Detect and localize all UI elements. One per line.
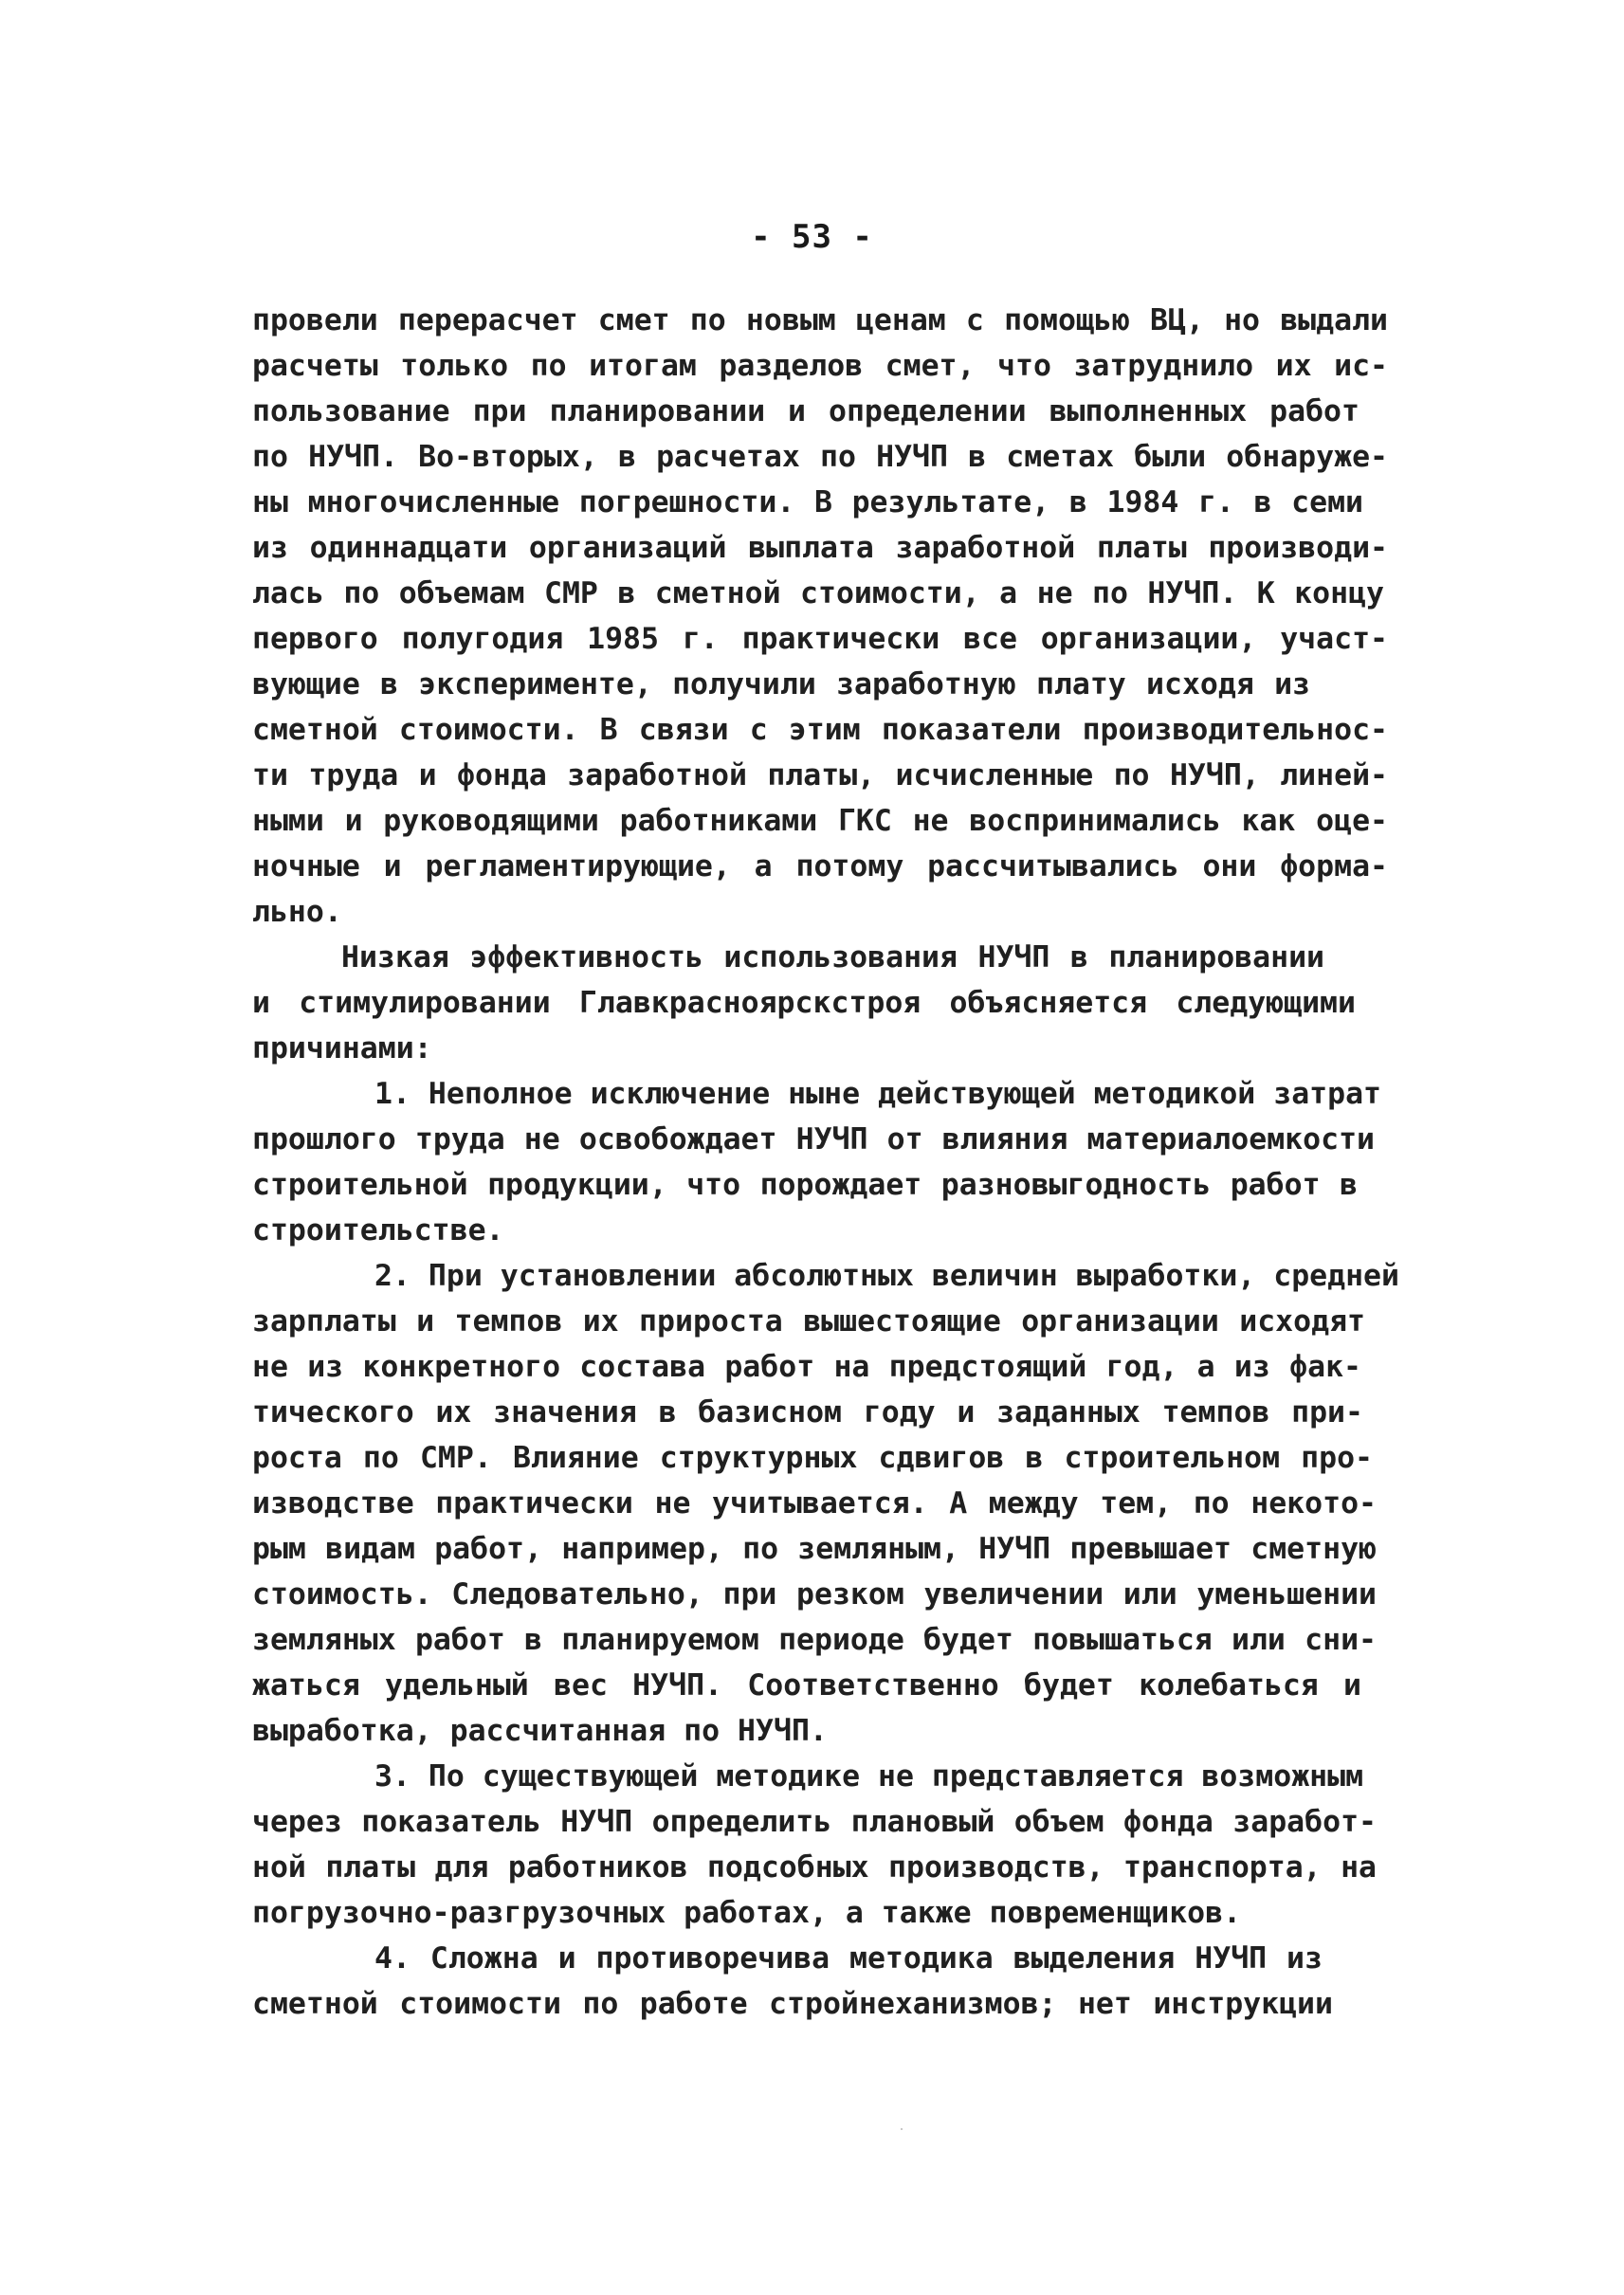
text-line: лась по объемам СМР в сметной стоимости, а не по НУЧП. К концу xyxy=(252,576,1384,610)
text-line: сметной стоимости. В связи с этим показатели производительнос- xyxy=(252,713,1388,747)
text-line: ной платы для работников подсобных производств, транспорта, на xyxy=(252,1850,1377,1885)
text-line: ночные и регламентирующие, а потому рассчитывались они форма- xyxy=(252,849,1388,883)
text-line: 3. По существующей методике не представляется возможным xyxy=(374,1759,1364,1794)
text-line: роста по СМР. Влияние структурных сдвигов в строительном про- xyxy=(252,1441,1373,1475)
text-line: провели перерасчет смет по новым ценам с помощью ВЦ, но выдали xyxy=(252,303,1388,337)
text-line: через показатель НУЧП определить плановый объем фонда заработ- xyxy=(252,1805,1377,1839)
text-line: строительной продукции, что порождает разновыгодность работ в xyxy=(252,1168,1358,1202)
text-line: погрузочно-разгрузочных работах, а также повременщиков. xyxy=(252,1896,1242,1930)
text-line: сметной стоимости по работе стройнеханизмов; нет инструкции xyxy=(252,1987,1333,2021)
text-line: жаться удельный вес НУЧП. Соответственно будет колебаться и xyxy=(252,1668,1361,1703)
text-line: земляных работ в планируемом периоде будет повышаться или сни- xyxy=(252,1623,1377,1657)
text-line: тического их значения в базисном году и заданных темпов при- xyxy=(252,1395,1363,1430)
text-line: Низкая эффективность использования НУЧП в планировании xyxy=(341,940,1324,974)
page-number: - 53 - xyxy=(751,218,873,256)
text-line: из одиннадцати организаций выплата заработной платы производи- xyxy=(252,531,1388,565)
text-line: вующие в эксперименте, получили заработную плату исходя из xyxy=(252,667,1310,701)
text-line: первого полугодия 1985 г. практически все организации, участ- xyxy=(252,622,1388,656)
text-line: зарплаты и темпов их прироста вышестоящие организации исходят xyxy=(252,1304,1365,1339)
text-line: 1. Неполное исключение ныне действующей методикой затрат xyxy=(374,1077,1382,1111)
text-line: ными и руководящими работниками ГКС не воспринимались как оце- xyxy=(252,804,1388,838)
text-line: расчеты только по итогам разделов смет, что затруднило их ис- xyxy=(252,349,1388,383)
text-line: пользование при планировании и определении выполненных работ xyxy=(252,394,1359,428)
scan-speck xyxy=(901,2128,903,2130)
text-line: ны многочисленные погрешности. В результате, в 1984 г. в семи xyxy=(252,485,1363,519)
text-line: причинами: xyxy=(252,1031,432,1066)
text-line: изводстве практически не учитывается. А между тем, по некото- xyxy=(252,1486,1377,1521)
text-line: и стимулировании Главкрасноярскстроя объясняется следующими xyxy=(252,986,1356,1020)
text-line: выработка, рассчитанная по НУЧП. xyxy=(252,1714,828,1748)
text-line: льно. xyxy=(252,895,342,929)
text-line: стоимость. Следовательно, при резком увеличении или уменьшении xyxy=(252,1577,1377,1612)
text-line: прошлого труда не освобождает НУЧП от влияния материалоемкости xyxy=(252,1122,1375,1157)
text-line: ти труда и фонда заработной платы, исчисленные по НУЧП, линей- xyxy=(252,758,1388,792)
text-line: 4. Сложна и противоречива методика выделения НУЧП из xyxy=(374,1941,1323,1976)
text-line: рым видам работ, например, по земляным, НУЧП превышает сметную xyxy=(252,1532,1377,1566)
text-line: не из конкретного состава работ на предстоящий год, а из фак- xyxy=(252,1350,1361,1384)
text-line: строительстве. xyxy=(252,1213,504,1248)
text-line: по НУЧП. Во-вторых, в расчетах по НУЧП в сметах были обнаруже- xyxy=(252,440,1388,474)
text-line: 2. При установлении абсолютных величин выработки, средней xyxy=(374,1259,1399,1293)
